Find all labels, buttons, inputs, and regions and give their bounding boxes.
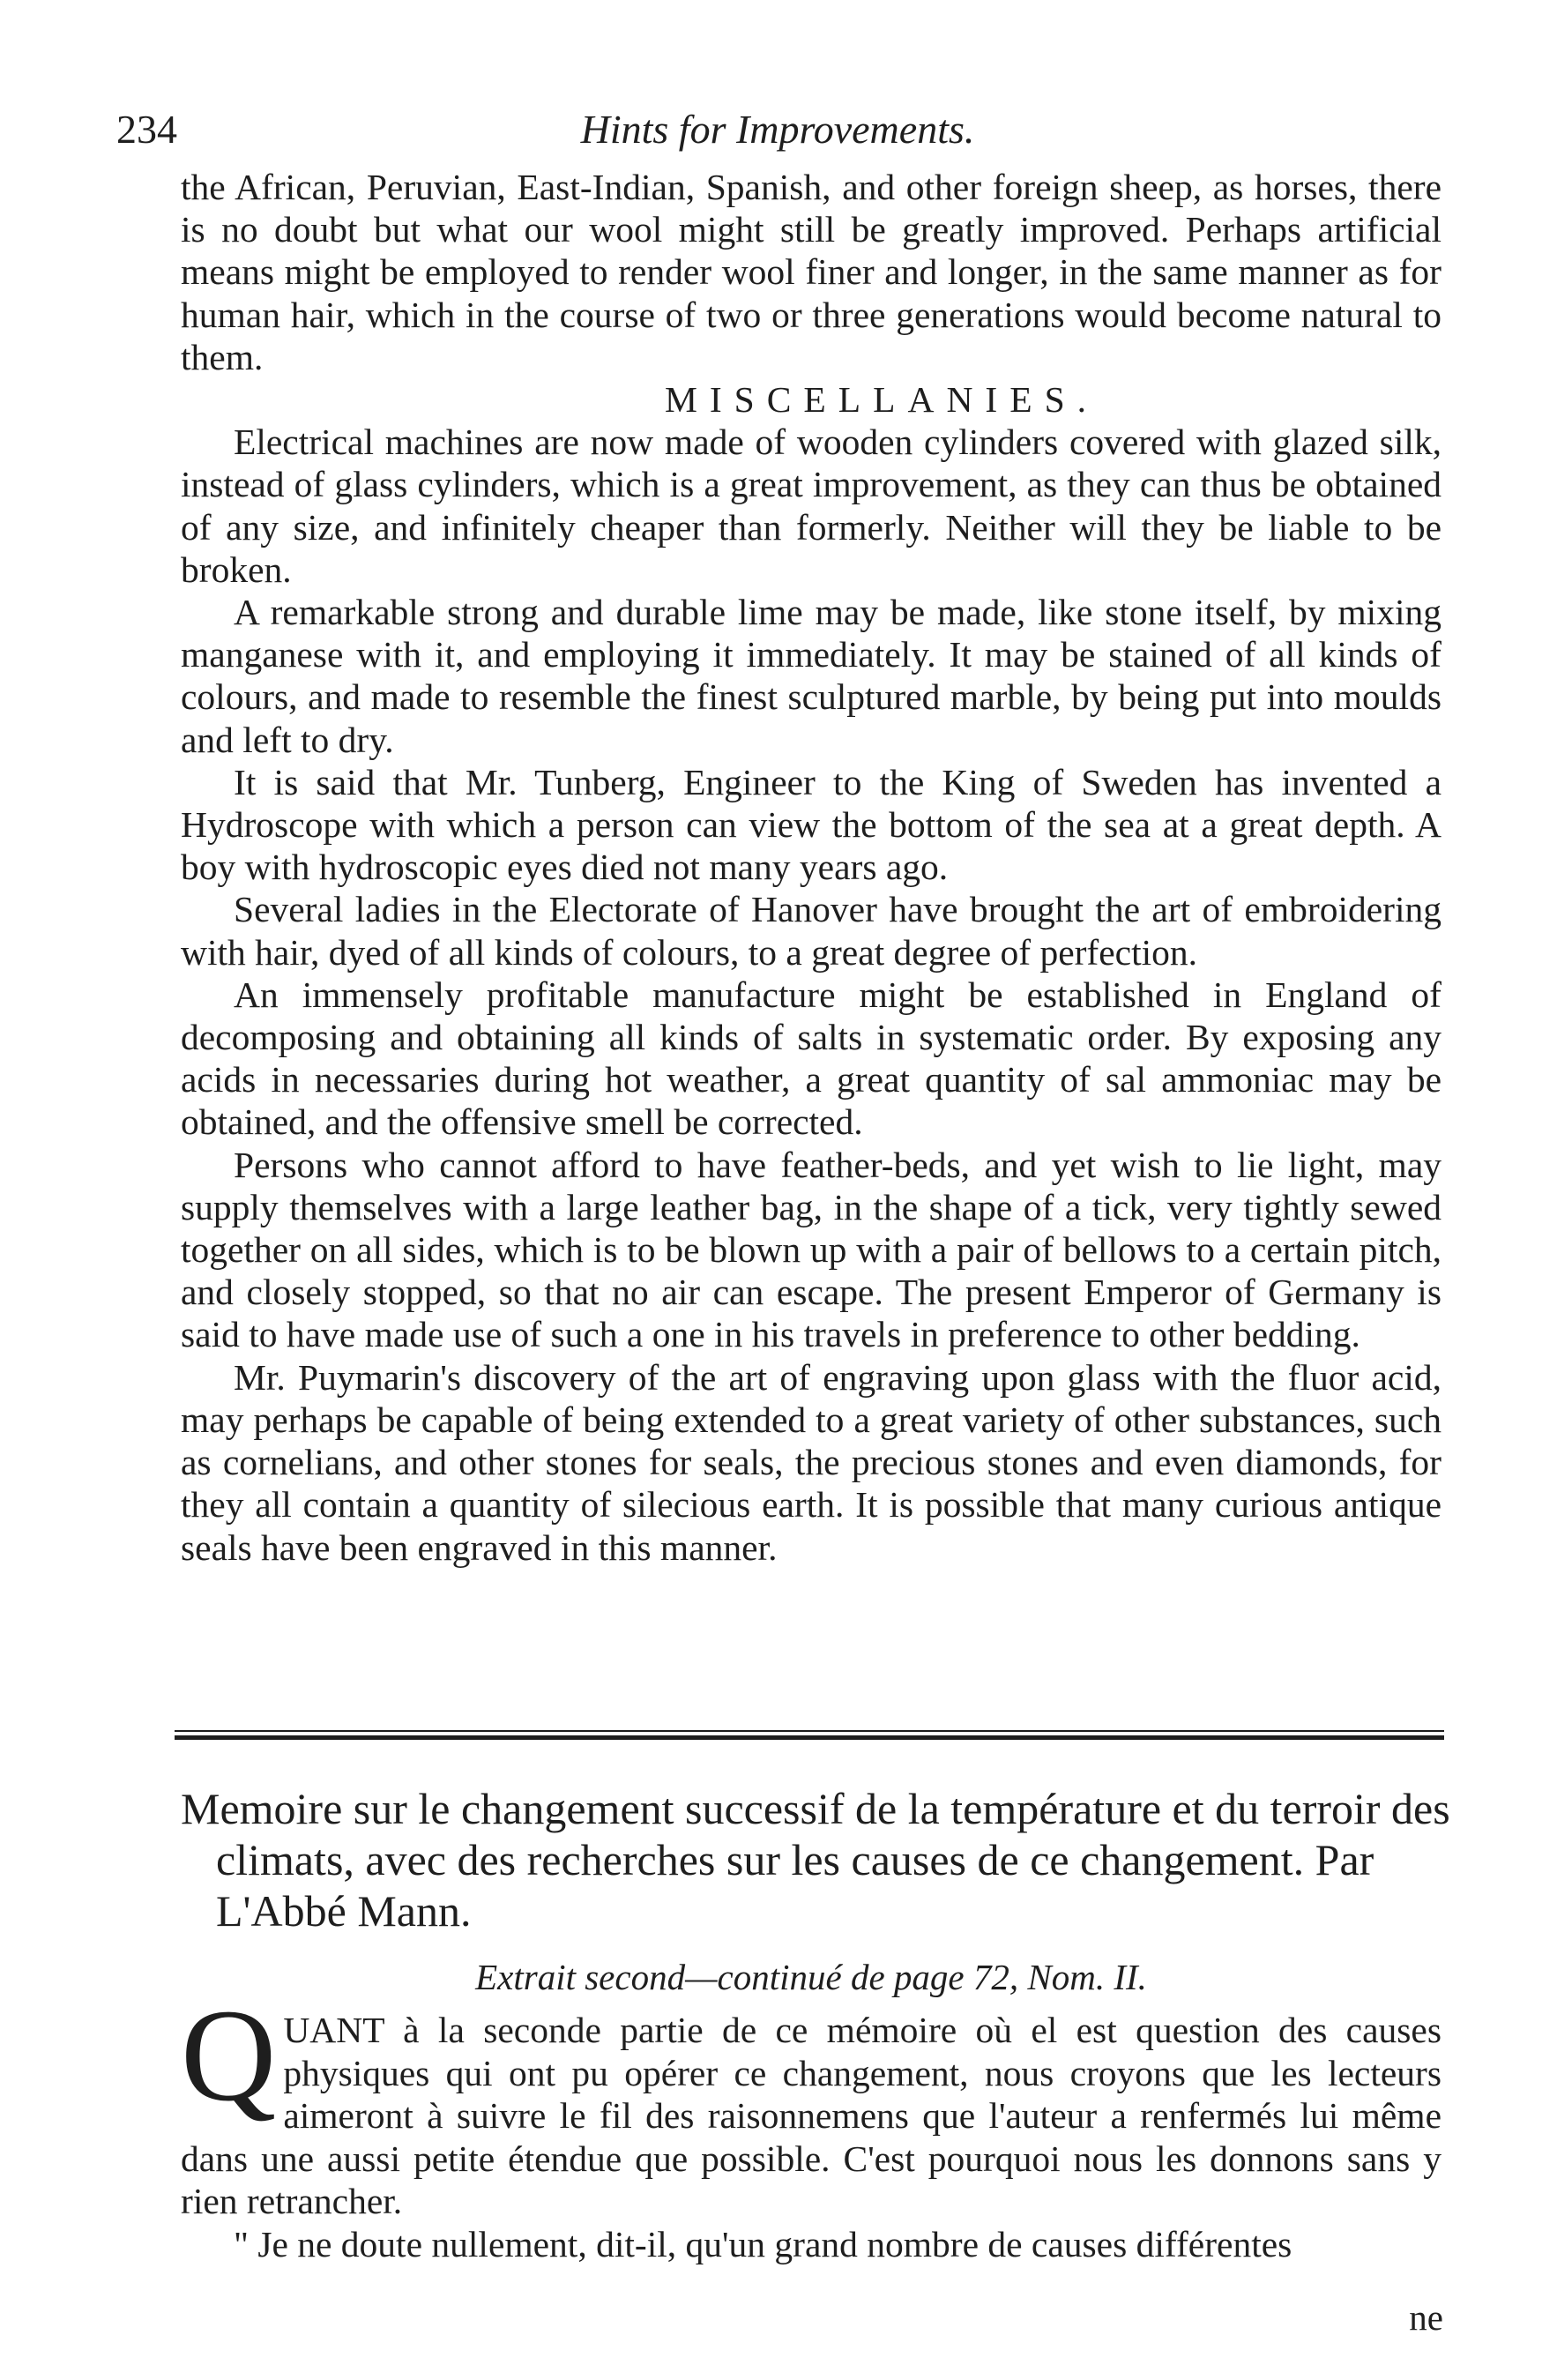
catchword: ne [1409, 2297, 1443, 2338]
divider-thin-line [175, 1730, 1444, 1732]
intro-paragraph: the African, Peruvian, East-Indian, Spanish, and other foreign sheep, as horses, there is no doubt but what our wool might still be greatly improved. Perhaps artificial means might be employed to render wool finer and longer, in the same manner as for human hair, which in the course of two or three generations would become natural to them. [181, 167, 1441, 377]
paragraph-electrical-machines: Electrical machines are now made of wooden cylinders covered with glazed silk, instead of glass cylinders, which is a great improvement, as they can thus be obtained of any size, and infinitely cheaper than formerly. Neither will they be liable to be broken. [181, 422, 1441, 590]
memoir-title: Memoire sur le changement successif de la température et du terroir des climats, avec des recherches sur les causes de ce changement. Par L'Abbé Mann. [181, 1784, 1450, 1936]
paragraph-leather-bed: Persons who cannot afford to have feather-beds, and yet wish to lie light, may supply themselves with a large leather bag, in the shape of a tick, very tightly sewed together on all sides, which is to be blown up with a pair of bellows to a certain pitch, and closely stopped, so that no air can escape. The present Emperor of Germany is said to have made use of such a one in his travels in preference to other bedding. [181, 1144, 1441, 1355]
running-title: Hints for Improvements. [580, 107, 975, 152]
paragraph-salts-manufacture: An immensely profitable manufacture might be established in England of decomposing and obtaining all kinds of salts in systematic order. By exposing any acids in necessaries during hot weather, a great quantity of sal ammoniac may be obtained, and the offensive smell be corrected. [181, 974, 1441, 1143]
paragraph-glass-engraving: Mr. Puymarin's discovery of the art of engraving upon glass with the fluor acid, may perhaps be capable of being extended to a great variety of other substances, such as cornelians, and other stones for seals, the precious stones and even diamonds, for they all contain a quantity of silecious earth. It is possible that many curious antique seals have been engraved in this manner. [181, 1356, 1441, 1568]
section-divider-rule [175, 1728, 1444, 1744]
memoir-body [181, 1982, 1441, 2265]
paragraph-hair-embroidery: Several ladies in the Electorate of Hanover have brought the art of embroidering with hair, dyed of all kinds of colours, to a great degree of perfection. [181, 889, 1441, 973]
hints-body [181, 166, 1441, 1569]
memoir-first-paragraph [181, 1982, 1441, 2223]
page-number: 234 [116, 107, 177, 152]
paragraph-hydroscope: It is said that Mr. Tunberg, Engineer to the King of Sweden has invented a Hydroscope with which a person can view the bottom of the sea at a great depth. A boy with hydroscopic eyes died not many years ago. [181, 761, 1441, 888]
drop-cap: Q [181, 1982, 277, 2129]
memoir-quote-start: " Je ne doute nullement, dit-il, qu'un grand nombre de causes différentes [234, 2223, 1292, 2264]
extract-line: Extrait second—continué de page 72, Nom. II. [475, 1957, 1147, 1997]
paragraph-durable-lime: A remarkable strong and durable lime may be made, like stone itself, by mixing manganese with it, and employing it immediately. It may be stained of all kinds of colours, and made to resemble the finest sculptured marble, by being put into moulds and left to dry. [181, 592, 1441, 760]
section-heading: MISCELLANIES. [664, 379, 1099, 421]
page-header [116, 106, 1439, 162]
divider-thick-line [175, 1735, 1444, 1740]
memoir-first-paragraph-text: UANT à la seconde partie de ce mémoire où el est question des causes physiques qui ont pu opérer ce changement, nous croyons que les lecteurs aimeront à suivre le fil des raisonnemens que l'auteur a renfermés lui même dans une aussi petite étendue que possible. C'est pourquoi nous les donnons sans y rien retrancher. [181, 2010, 1441, 2221]
